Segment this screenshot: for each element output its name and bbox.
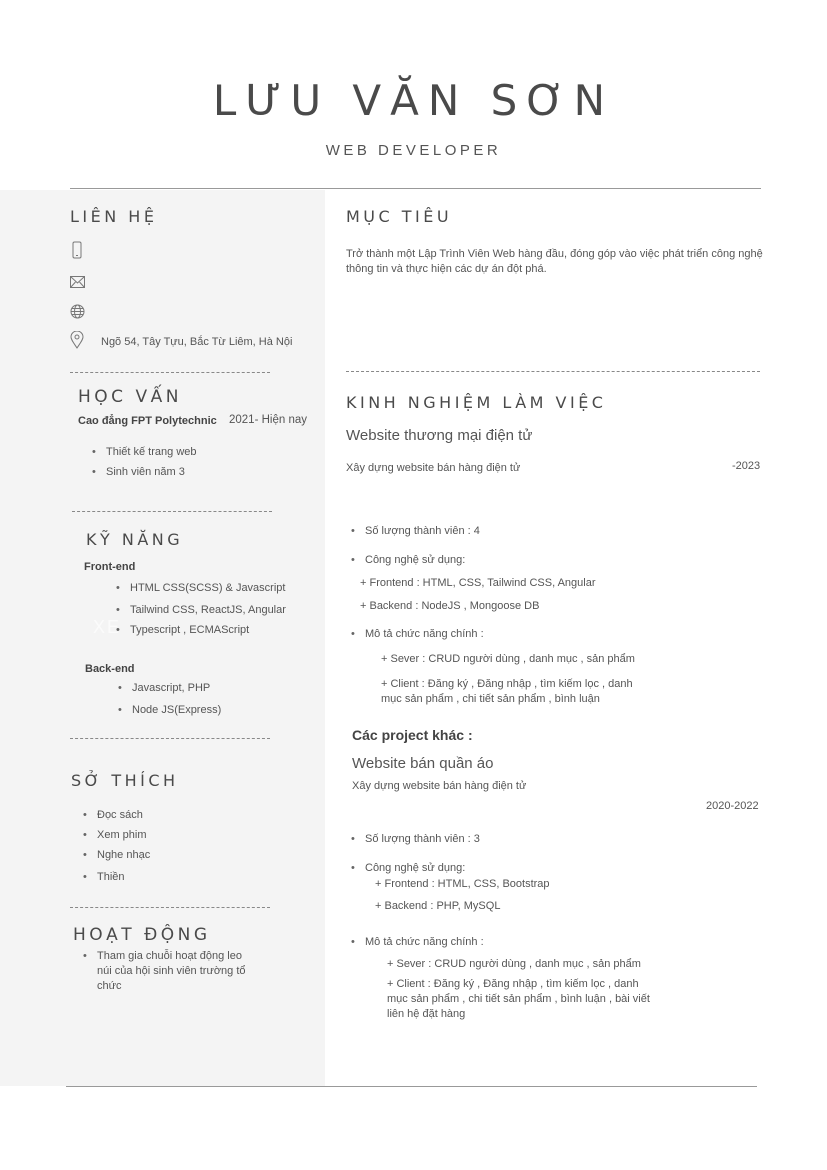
- list-item: • Thiết kế trang web: [106, 446, 197, 458]
- list-item: • Công nghệ sử dụng:: [365, 554, 465, 566]
- experience-heading: KINH NGHIỆM LÀM VIỆC: [346, 393, 607, 412]
- school-name: Cao đẳng FPT Polytechnic: [78, 415, 217, 427]
- project-year: 2020-2022: [706, 800, 759, 812]
- list-item: • Sinh viên năm 3: [106, 466, 185, 478]
- list-item: • Nghe nhạc: [97, 849, 150, 861]
- list-item: • Xem phim: [97, 829, 147, 841]
- divider: [70, 738, 270, 739]
- phone-icon: [70, 241, 84, 255]
- activity-text-content: Tham gia chuỗi hoạt động leo núi của hội sinh viên trường tổ chức: [97, 950, 246, 992]
- watermark-text: XE: [93, 617, 122, 637]
- project-name: Website thương mại điện tử: [346, 427, 533, 444]
- objective-text: Trở thành một Lập Trình Viên Web hàng đầu, đóng góp vào việc phát triển công nghệ thông tin và thực hiện các dự án đột phá.: [346, 248, 763, 275]
- list-item: • Số lượng thành viên : 4: [365, 525, 480, 537]
- list-item: • Đọc sách: [97, 809, 143, 821]
- feature-client: + Client : Đăng ký , Đăng nhập , tìm kiếm lọc , danh mục sản phẩm , chi tiết sản phẩm , bình luận: [381, 678, 633, 705]
- hobbies-heading: SỞ THÍCH: [71, 771, 179, 790]
- candidate-name: LƯU VĂN SƠN: [212, 76, 615, 125]
- location-pin-icon: [70, 331, 84, 345]
- globe-icon: [70, 304, 84, 318]
- education-heading: HỌC VẤN: [78, 387, 182, 407]
- objective-heading: MỤC TIÊU: [346, 207, 453, 226]
- backend-label: Back-end: [85, 663, 135, 675]
- contact-address: Ngõ 54, Tây Tựu, Bắc Từ Liêm, Hà Nội: [101, 336, 293, 348]
- list-item: • Mô tả chức năng chính :: [365, 936, 484, 948]
- list-item: • Thiền: [97, 871, 125, 883]
- activities-heading: HOẠT ĐỘNG: [73, 925, 211, 945]
- header-divider: [70, 188, 761, 189]
- project-description: Xây dựng website bán hàng điện tử: [346, 462, 521, 474]
- project-description: Xây dựng website bán hàng điện tử: [352, 780, 527, 792]
- divider: [70, 372, 270, 373]
- list-item: • HTML CSS(SCSS) & Javascript: [130, 582, 285, 594]
- divider: [70, 907, 270, 908]
- project-name: Website bán quần áo: [352, 755, 494, 772]
- project-year: -2023: [732, 460, 761, 472]
- mail-icon: [70, 275, 84, 289]
- list-item: • Công nghệ sử dụng:: [365, 862, 465, 874]
- contact-heading: LIÊN HỆ: [70, 207, 158, 226]
- tech-backend: + Backend : NodeJS , Mongoose DB: [360, 600, 540, 612]
- tech-backend: + Backend : PHP, MySQL: [375, 900, 501, 912]
- list-item: • Tailwind CSS, ReactJS, Angular: [130, 604, 286, 616]
- list-item: • Số lượng thành viên : 3: [365, 833, 480, 845]
- tech-frontend: + Frontend : HTML, CSS, Tailwind CSS, Angular: [360, 577, 596, 589]
- other-projects-heading: Các project khác :: [352, 727, 473, 743]
- list-item: • Javascript, PHP: [132, 682, 210, 694]
- feature-client: + Client : Đăng ký , Đăng nhập , tìm kiếm lọc , danh mục sản phẩm , chi tiết sản phẩm , bình luận , bài viết liên hệ đặt hàng: [387, 978, 650, 1020]
- tech-frontend: + Frontend : HTML, CSS, Bootstrap: [375, 878, 550, 890]
- skills-heading: KỸ NĂNG: [86, 530, 184, 549]
- footer-divider: [66, 1086, 757, 1087]
- education-period: 2021- Hiện nay: [229, 414, 307, 426]
- feature-sever: + Sever : CRUD người dùng , danh mục , sản phẩm: [387, 958, 641, 970]
- candidate-role: WEB DEVELOPER: [325, 142, 502, 159]
- activity-text: • Tham gia chuỗi hoạt động leo núi của hội sinh viên trường tổ chức: [83, 950, 246, 992]
- list-item: • Mô tả chức năng chính :: [365, 628, 484, 640]
- list-item: • Typescript , ECMAScript: [130, 624, 249, 636]
- feature-sever: + Sever : CRUD người dùng , danh mục , sản phẩm: [381, 653, 635, 665]
- divider: [72, 511, 272, 512]
- divider: [346, 371, 760, 372]
- frontend-label: Front-end: [84, 561, 136, 573]
- list-item: • Node JS(Express): [132, 704, 221, 716]
